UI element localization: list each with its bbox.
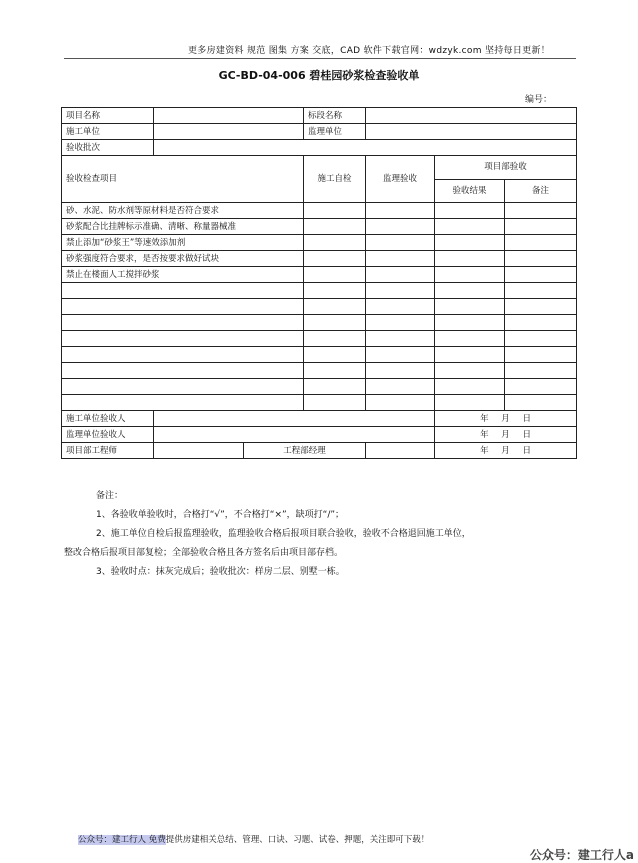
remarks-cell[interactable] bbox=[505, 283, 577, 299]
project-name-value[interactable] bbox=[154, 108, 304, 124]
result-cell[interactable] bbox=[435, 251, 505, 267]
table-row bbox=[62, 219, 577, 235]
remarks-cell[interactable] bbox=[505, 315, 577, 331]
self-check-cell[interactable] bbox=[304, 315, 366, 331]
table-row bbox=[62, 235, 577, 251]
remarks-cell[interactable] bbox=[505, 347, 577, 363]
remarks-cell[interactable] bbox=[505, 331, 577, 347]
footer-text: 提供房建相关总结、管理、口诀、习题、试卷、押题，关注即可下载！ bbox=[165, 835, 430, 845]
supervisor-cell[interactable] bbox=[366, 363, 435, 379]
check-item: 砂、水泥、防水剂等原材料是否符合要求 bbox=[62, 203, 304, 219]
check-item[interactable] bbox=[62, 283, 304, 299]
page-title: GC-BD-04-006 碧桂园砂浆检查验收单 bbox=[218, 69, 420, 82]
remarks-cell[interactable] bbox=[505, 235, 577, 251]
header-divider bbox=[64, 58, 576, 59]
result-cell[interactable] bbox=[435, 299, 505, 315]
notes-title: 备注： bbox=[96, 491, 124, 501]
supervisor-cell[interactable] bbox=[366, 299, 435, 315]
check-items-header: 验收检查项目 bbox=[62, 156, 304, 203]
supervisor-cell[interactable] bbox=[366, 203, 435, 219]
self-check-cell[interactable] bbox=[304, 203, 366, 219]
remarks-cell[interactable] bbox=[505, 219, 577, 235]
self-check-cell[interactable] bbox=[304, 395, 366, 411]
notes bbox=[64, 487, 564, 582]
result-cell[interactable] bbox=[435, 363, 505, 379]
date-field[interactable]: 年 月 日 bbox=[435, 411, 577, 427]
supervisor-acceptor-label: 监理单位验收人 bbox=[62, 427, 154, 443]
batch-label: 验收批次 bbox=[62, 140, 154, 156]
table-row bbox=[62, 203, 577, 219]
table-row bbox=[62, 363, 577, 379]
engineering-manager-label: 工程部经理 bbox=[244, 443, 366, 459]
supervisor-cell[interactable] bbox=[366, 347, 435, 363]
footer-note bbox=[78, 833, 429, 845]
supervisor-cell[interactable] bbox=[366, 395, 435, 411]
remarks-cell[interactable] bbox=[505, 395, 577, 411]
check-item[interactable] bbox=[62, 363, 304, 379]
table-row bbox=[62, 299, 577, 315]
engineering-manager-value[interactable] bbox=[366, 443, 435, 459]
result-header: 验收结果 bbox=[435, 179, 505, 203]
check-item[interactable] bbox=[62, 347, 304, 363]
result-cell[interactable] bbox=[435, 283, 505, 299]
check-item: 砂浆强度符合要求，是否按要求做好试块 bbox=[62, 251, 304, 267]
check-item[interactable] bbox=[62, 315, 304, 331]
check-item[interactable] bbox=[62, 299, 304, 315]
result-cell[interactable] bbox=[435, 347, 505, 363]
serial-label: 编号： bbox=[525, 95, 553, 105]
self-check-cell[interactable] bbox=[304, 331, 366, 347]
supervisor-cell[interactable] bbox=[366, 219, 435, 235]
result-cell[interactable] bbox=[435, 379, 505, 395]
contractor-label: 施工单位 bbox=[62, 124, 154, 140]
table-row bbox=[62, 379, 577, 395]
self-check-header: 施工自检 bbox=[304, 156, 366, 203]
result-cell[interactable] bbox=[435, 315, 505, 331]
remarks-cell[interactable] bbox=[505, 203, 577, 219]
check-item: 禁止添加“砂浆王”等速效添加剂 bbox=[62, 235, 304, 251]
table-row bbox=[62, 315, 577, 331]
self-check-cell[interactable] bbox=[304, 267, 366, 283]
note-line: 整改合格后报项目部复检；全部验收合格且各方签名后由项目部存档。 bbox=[64, 548, 344, 558]
remarks-cell[interactable] bbox=[505, 299, 577, 315]
note-line: 2、施工单位自检后报监理验收，监理验收合格后报项目联合验收，验收不合格退回施工单位， bbox=[96, 529, 471, 539]
contractor-value[interactable] bbox=[154, 124, 304, 140]
check-item[interactable] bbox=[62, 379, 304, 395]
project-name-label: 项目名称 bbox=[62, 108, 154, 124]
self-check-cell[interactable] bbox=[304, 219, 366, 235]
remarks-cell[interactable] bbox=[505, 363, 577, 379]
self-check-cell[interactable] bbox=[304, 283, 366, 299]
supervisor-cell[interactable] bbox=[366, 331, 435, 347]
table-row bbox=[62, 347, 577, 363]
self-check-cell[interactable] bbox=[304, 363, 366, 379]
self-check-cell[interactable] bbox=[304, 347, 366, 363]
supervisor-cell[interactable] bbox=[366, 379, 435, 395]
inspection-table bbox=[61, 107, 577, 459]
supervisor-value[interactable] bbox=[366, 124, 577, 140]
supervisor-check-header: 监理验收 bbox=[366, 156, 435, 203]
supervisor-cell[interactable] bbox=[366, 251, 435, 267]
remarks-cell[interactable] bbox=[505, 267, 577, 283]
self-check-cell[interactable] bbox=[304, 235, 366, 251]
contractor-acceptor-label: 施工单位验收人 bbox=[62, 411, 154, 427]
supervisor-cell[interactable] bbox=[366, 267, 435, 283]
date-field[interactable]: 年 月 日 bbox=[435, 443, 577, 459]
remarks-cell[interactable] bbox=[505, 251, 577, 267]
self-check-cell[interactable] bbox=[304, 251, 366, 267]
check-item: 禁止在楼面人工搅拌砂浆 bbox=[62, 267, 304, 283]
contractor-acceptor-value[interactable] bbox=[154, 411, 435, 427]
section-name-label: 标段名称 bbox=[304, 108, 366, 124]
table-row bbox=[62, 331, 577, 347]
project-dept-header: 项目部验收 bbox=[435, 156, 577, 180]
section-name-value[interactable] bbox=[366, 108, 577, 124]
supervisor-cell[interactable] bbox=[366, 235, 435, 251]
result-cell[interactable] bbox=[435, 395, 505, 411]
check-item[interactable] bbox=[62, 395, 304, 411]
header-note: 更多房建资料 规范 图集 方案 交底，CAD 软件下载官网：wdzyk.com 坚持每日更新！ bbox=[188, 46, 551, 56]
supervisor-label: 监理单位 bbox=[304, 124, 366, 140]
project-engineer-label: 项目部工程师 bbox=[62, 443, 154, 459]
footer-highlight: 公众号：建工行人 免费 bbox=[78, 835, 166, 845]
result-cell[interactable] bbox=[435, 235, 505, 251]
table-row bbox=[62, 283, 577, 299]
supervisor-cell[interactable] bbox=[366, 283, 435, 299]
note-line: 3、验收时点：抹灰完成后；验收批次：样房二层、别墅一栋。 bbox=[96, 567, 345, 577]
result-cell[interactable] bbox=[435, 203, 505, 219]
table-row bbox=[62, 395, 577, 411]
supervisor-acceptor-value[interactable] bbox=[154, 427, 435, 443]
watermark: 公众号：建工行人a bbox=[529, 848, 634, 862]
table-row bbox=[62, 251, 577, 267]
self-check-cell[interactable] bbox=[304, 299, 366, 315]
supervisor-cell[interactable] bbox=[366, 315, 435, 331]
remarks-header: 备注 bbox=[505, 179, 577, 203]
remarks-cell[interactable] bbox=[505, 379, 577, 395]
result-cell[interactable] bbox=[435, 219, 505, 235]
project-engineer-value[interactable] bbox=[154, 443, 244, 459]
self-check-cell[interactable] bbox=[304, 379, 366, 395]
result-cell[interactable] bbox=[435, 267, 505, 283]
batch-value[interactable] bbox=[154, 140, 577, 156]
table-row bbox=[62, 267, 577, 283]
date-field[interactable]: 年 月 日 bbox=[435, 427, 577, 443]
note-line: 1、各验收单验收时，合格打“√”，不合格打“×”，缺项打“/”； bbox=[96, 510, 345, 520]
result-cell[interactable] bbox=[435, 331, 505, 347]
check-item: 砂浆配合比挂牌标示准确、清晰、称量器械准 bbox=[62, 219, 304, 235]
check-item[interactable] bbox=[62, 331, 304, 347]
